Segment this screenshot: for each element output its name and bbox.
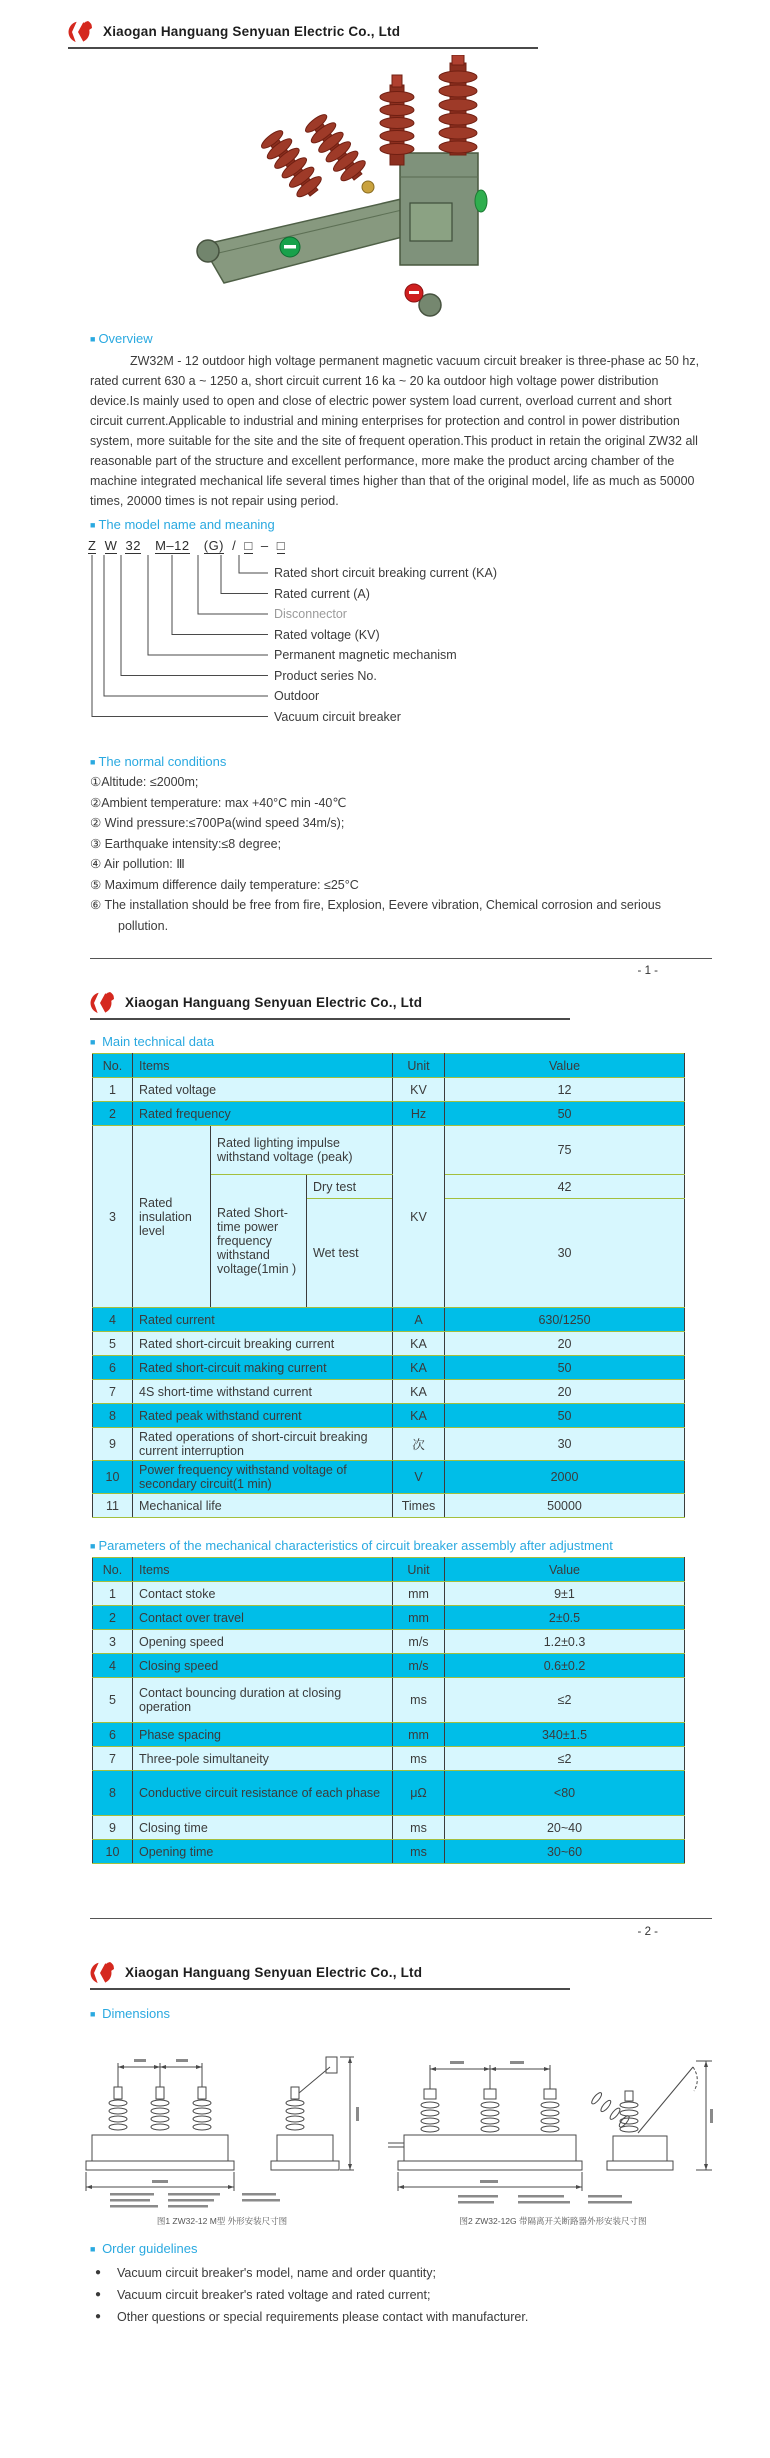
cell-no: 1 [93, 1582, 133, 1606]
cell-unit: mm [393, 1723, 445, 1747]
cell-unit: A [393, 1308, 445, 1332]
cell-item: Rated frequency [133, 1102, 393, 1126]
order-item [95, 2306, 770, 2328]
order-item-text: Other questions or special requirements please contact with manufacturer. [117, 2310, 529, 2324]
bullet-dot-icon: ● [95, 2267, 102, 2278]
cell-item: Conductive circuit resistance of each phase [133, 1771, 393, 1816]
table-row [93, 1102, 685, 1126]
table-row [93, 1428, 685, 1461]
mechanical-characteristics-table [92, 1557, 685, 1864]
section-title-dimensions [90, 2006, 770, 2021]
dimensions-title: Dimensions [102, 2006, 170, 2021]
footer-rule [90, 1918, 712, 1919]
bullet-dot-icon: ● [95, 2311, 102, 2322]
order-item-text: Vacuum circuit breaker's rated voltage and rated current; [117, 2288, 431, 2302]
table-row [93, 1840, 685, 1864]
cell-value: 30~60 [445, 1840, 685, 1864]
table-row [93, 1678, 685, 1723]
product-photo [162, 55, 507, 331]
condition-item: ①Altitude: ≤2000m; [90, 775, 199, 789]
cell-no: 11 [93, 1494, 133, 1518]
cell-unit: V [393, 1461, 445, 1494]
section-bullet-icon: ■ [90, 2244, 96, 2254]
cell-item: Rated peak withstand current [133, 1404, 393, 1428]
model-label: Outdoor [274, 689, 320, 703]
cell-unit: μΩ [393, 1771, 445, 1816]
condition-item: ④ Air pollution: Ⅲ [90, 857, 185, 871]
cell-value: 0.6±0.2 [445, 1654, 685, 1678]
model-label: Rated short circuit breaking current (KA) [274, 566, 498, 580]
cell-no: 4 [93, 1654, 133, 1678]
cell-value: 30 [445, 1428, 685, 1461]
section-bullet-icon: ■ [90, 1541, 96, 1551]
section-title-conditions [90, 754, 770, 769]
model-title: The model name and meaning [98, 517, 275, 532]
figure-caption: 图2 ZW32-12G 带隔离开关断路器外形安装尺寸图 [459, 2216, 647, 2226]
cell-unit: mm [393, 1582, 445, 1606]
section-bullet-icon: ■ [90, 1037, 96, 1047]
table-row [93, 1332, 685, 1356]
section-bullet-icon: ■ [90, 757, 96, 767]
cell-unit: 次 [393, 1428, 445, 1461]
condition-item: ⑤ Maximum difference daily temperature: ≤25°C [90, 877, 359, 892]
cell-no: 6 [93, 1356, 133, 1380]
header-rule [90, 1988, 570, 1990]
cell-unit: KV [393, 1078, 445, 1102]
cell-value: 50000 [445, 1494, 685, 1518]
cell-unit: ms [393, 1840, 445, 1864]
cell-item: Rated current [133, 1308, 393, 1332]
cell-value: 30 [445, 1199, 685, 1308]
cell-value: ≤2 [445, 1678, 685, 1723]
section-bullet-icon: ■ [90, 2009, 96, 2019]
cell-item: Contact stoke [133, 1582, 393, 1606]
col-header-unit: Unit [393, 1558, 445, 1582]
order-title: Order guidelines [102, 2241, 198, 2256]
cell-item: Closing speed [133, 1654, 393, 1678]
condition-item: ⑥ The installation should be free from fire, Explosion, Eevere vibration, Chemical corrosion and serious pollution. [90, 898, 661, 933]
cell-no: 6 [93, 1723, 133, 1747]
section-title-order [90, 2241, 770, 2256]
company-header [0, 975, 770, 1015]
page-1 [0, 0, 770, 975]
cell-unit: KA [393, 1404, 445, 1428]
cell-item: 4S short-time withstand current [133, 1380, 393, 1404]
cell-test-type: Dry test [307, 1175, 393, 1199]
table-row [93, 1380, 685, 1404]
cell-item: Three-pole simultaneity [133, 1747, 393, 1771]
model-label: Rated current (A) [274, 586, 370, 601]
cell-value: 630/1250 [445, 1308, 685, 1332]
cell-no: 8 [93, 1771, 133, 1816]
figure-2 [388, 2041, 718, 2227]
cell-unit: ms [393, 1678, 445, 1723]
overview-title: Overview [98, 331, 153, 346]
model-label: Rated voltage (KV) [274, 627, 380, 642]
table-row [93, 1356, 685, 1380]
condition-item: ②Ambient temperature: max +40°C min -40℃ [90, 795, 347, 810]
cell-subitem: Rated lighting impulse withstand voltage (peak) [211, 1126, 393, 1175]
section-title-mech [90, 1538, 770, 1553]
circuit-breaker-photo-illustration [162, 55, 507, 331]
cell-no: 4 [93, 1308, 133, 1332]
cell-no: 3 [93, 1126, 133, 1308]
dimension-figures [72, 2041, 770, 2227]
cell-item: Mechanical life [133, 1494, 393, 1518]
footer-rule [90, 958, 712, 959]
order-item [95, 2262, 770, 2284]
bullet-dot-icon: ● [95, 2289, 102, 2300]
dimension-drawing-front-side-view [72, 2041, 372, 2213]
overview-paragraph: ZW32M - 12 outdoor high voltage permanent magnetic vacuum circuit breaker is three-phase ac 50 hz, rated current 630 a ~ 1250 a, short circuit current 16 ka ~ 20 ka outdoor high voltage power distribution device.Is mainly used to open and close of electric power system load current, overload current and short circuit current.Applicable to industrial and mining enterprises for protection and control in power distribution system, more suitable for the site and the site of frequent operation.This product in retain the original ZW32 all reasonable part of the structure and excellent performance, more make the product arcing chamber of the machine integrated mechanical life several times higher than that of the original model, life as much as 50000 times, 20000 times is not repair using period. [90, 354, 700, 508]
model-label: Permanent magnetic mechanism [274, 648, 457, 662]
cell-no: 5 [93, 1678, 133, 1723]
table-row [93, 1404, 685, 1428]
model-token: □ [244, 538, 253, 553]
table-row [93, 1723, 685, 1747]
condition-item: ② Wind pressure:≤700Pa(wind speed 34m/s); [90, 816, 345, 830]
cell-no: 5 [93, 1332, 133, 1356]
header-rule [68, 47, 538, 49]
model-token: 32 [125, 538, 141, 553]
cell-no: 3 [93, 1630, 133, 1654]
order-item-text: Vacuum circuit breaker's model, name and order quantity; [117, 2266, 436, 2280]
cell-value: ≤2 [445, 1747, 685, 1771]
dimension-drawing-disconnector-view [388, 2041, 718, 2213]
section-title-model [90, 517, 770, 532]
cell-value: 9±1 [445, 1582, 685, 1606]
cell-item: Closing time [133, 1816, 393, 1840]
table-row [93, 1816, 685, 1840]
col-header-no: No. [93, 1054, 133, 1078]
cell-value: 50 [445, 1102, 685, 1126]
cell-unit: m/s [393, 1654, 445, 1678]
model-label: Vacuum circuit breaker [274, 709, 401, 724]
main-technical-data-table [92, 1053, 685, 1518]
cell-no: 7 [93, 1747, 133, 1771]
mech-title: Parameters of the mechanical characteristics of circuit breaker assembly after adjustment [98, 1538, 613, 1553]
cell-value: 2000 [445, 1461, 685, 1494]
cell-item: Rated short-circuit breaking current [133, 1332, 393, 1356]
company-name: Xiaogan Hanguang Senyuan Electric Co., Ltd [125, 1964, 423, 1980]
cell-item: Rated operations of short-circuit breaking current interruption [133, 1428, 393, 1461]
company-header [0, 1945, 770, 1985]
cell-no: 2 [93, 1102, 133, 1126]
section-title-tech [90, 1034, 770, 1049]
cell-unit: KA [393, 1356, 445, 1380]
cell-no: 9 [93, 1428, 133, 1461]
model-token: W [104, 538, 118, 553]
cell-item: Contact over travel [133, 1606, 393, 1630]
cell-value: 20 [445, 1380, 685, 1404]
table-row [93, 1747, 685, 1771]
conditions-title: The normal conditions [98, 754, 227, 769]
cell-no: 1 [93, 1078, 133, 1102]
header-rule [90, 1018, 570, 1020]
col-header-items: Items [133, 1558, 393, 1582]
company-header [0, 0, 770, 44]
cell-test-type: Wet test [307, 1199, 393, 1308]
cell-unit: mm [393, 1606, 445, 1630]
table-row [93, 1654, 685, 1678]
company-logo-icon [68, 18, 94, 44]
cell-item: Opening time [133, 1840, 393, 1864]
cell-value: 50 [445, 1404, 685, 1428]
cell-unit: m/s [393, 1630, 445, 1654]
model-diagram-connector-lines [88, 555, 270, 725]
section-bullet-icon: ■ [90, 334, 96, 344]
cell-no: 2 [93, 1606, 133, 1630]
cell-item: Power frequency withstand voltage of secondary circuit(1 min) [133, 1461, 393, 1494]
col-header-unit: Unit [393, 1054, 445, 1078]
cell-item: Rated voltage [133, 1078, 393, 1102]
col-header-no: No. [93, 1558, 133, 1582]
cell-unit: Hz [393, 1102, 445, 1126]
cell-unit: KA [393, 1380, 445, 1404]
company-logo-icon [90, 989, 116, 1015]
company-name: Xiaogan Hanguang Senyuan Electric Co., Ltd [125, 994, 423, 1010]
cell-value: 1.2±0.3 [445, 1630, 685, 1654]
table-row [93, 1771, 685, 1816]
cell-no: 10 [93, 1461, 133, 1494]
cell-value: 12 [445, 1078, 685, 1102]
cell-item: Phase spacing [133, 1723, 393, 1747]
table-header-row [93, 1558, 685, 1582]
order-item [95, 2284, 770, 2306]
model-code [88, 538, 289, 554]
table-row [93, 1582, 685, 1606]
cell-value: 42 [445, 1175, 685, 1199]
cell-value: 2±0.5 [445, 1606, 685, 1630]
cell-value: 20~40 [445, 1816, 685, 1840]
tech-title: Main technical data [102, 1034, 215, 1049]
order-guidelines-list [95, 2262, 770, 2328]
condition-item: ③ Earthquake intensity:≤8 degree; [90, 836, 282, 851]
cell-item: Rated insulation level [133, 1126, 211, 1308]
cell-value: 75 [445, 1126, 685, 1175]
cell-unit: ms [393, 1747, 445, 1771]
cell-unit: Times [393, 1494, 445, 1518]
cell-no: 7 [93, 1380, 133, 1404]
table-row [93, 1308, 685, 1332]
page-3 [0, 1945, 770, 2458]
cell-no: 10 [93, 1840, 133, 1864]
cell-value: 340±1.5 [445, 1723, 685, 1747]
table-header-row [93, 1054, 685, 1078]
table-row [93, 1078, 685, 1102]
cell-item: Rated short-circuit making current [133, 1356, 393, 1380]
cell-subitem: Rated Short-time power frequency withstand voltage(1min ) [211, 1175, 307, 1308]
cell-no: 8 [93, 1404, 133, 1428]
page-number: - 2 - [637, 1926, 658, 1938]
cell-unit: ms [393, 1816, 445, 1840]
model-token: / [232, 538, 237, 553]
figure-caption: 图1 ZW32-12 M型 外形安装尺寸图 [156, 2216, 288, 2226]
cell-unit: KV [393, 1126, 445, 1308]
col-header-value: Value [445, 1054, 685, 1078]
page-number: - 1 - [637, 965, 658, 977]
cell-value: 20 [445, 1332, 685, 1356]
model-token: □ [276, 538, 286, 553]
cell-item: Opening speed [133, 1630, 393, 1654]
table-row [93, 1606, 685, 1630]
model-token: (G) [203, 538, 225, 553]
section-title-overview [90, 331, 770, 346]
model-token: Z [88, 538, 97, 553]
page-2 [0, 975, 770, 1945]
table-row [93, 1126, 685, 1175]
model-name-diagram [88, 538, 698, 736]
cell-item: Contact bouncing duration at closing operation [133, 1678, 393, 1723]
table-row [93, 1494, 685, 1518]
cell-unit: KA [393, 1332, 445, 1356]
cell-value: 50 [445, 1356, 685, 1380]
cell-value: <80 [445, 1771, 685, 1816]
model-label: Product series No. [274, 668, 377, 683]
company-logo-icon [90, 1959, 116, 1985]
table-row [93, 1630, 685, 1654]
table-row [93, 1461, 685, 1494]
cell-no: 9 [93, 1816, 133, 1840]
col-header-items: Items [133, 1054, 393, 1078]
model-label: Disconnector [274, 607, 347, 621]
model-token: M–12 [155, 538, 190, 553]
model-token: – [260, 538, 269, 553]
normal-conditions-list [90, 772, 708, 936]
figure-1 [72, 2041, 372, 2227]
col-header-value: Value [445, 1558, 685, 1582]
section-bullet-icon: ■ [90, 520, 96, 530]
company-name: Xiaogan Hanguang Senyuan Electric Co., Ltd [103, 23, 401, 39]
